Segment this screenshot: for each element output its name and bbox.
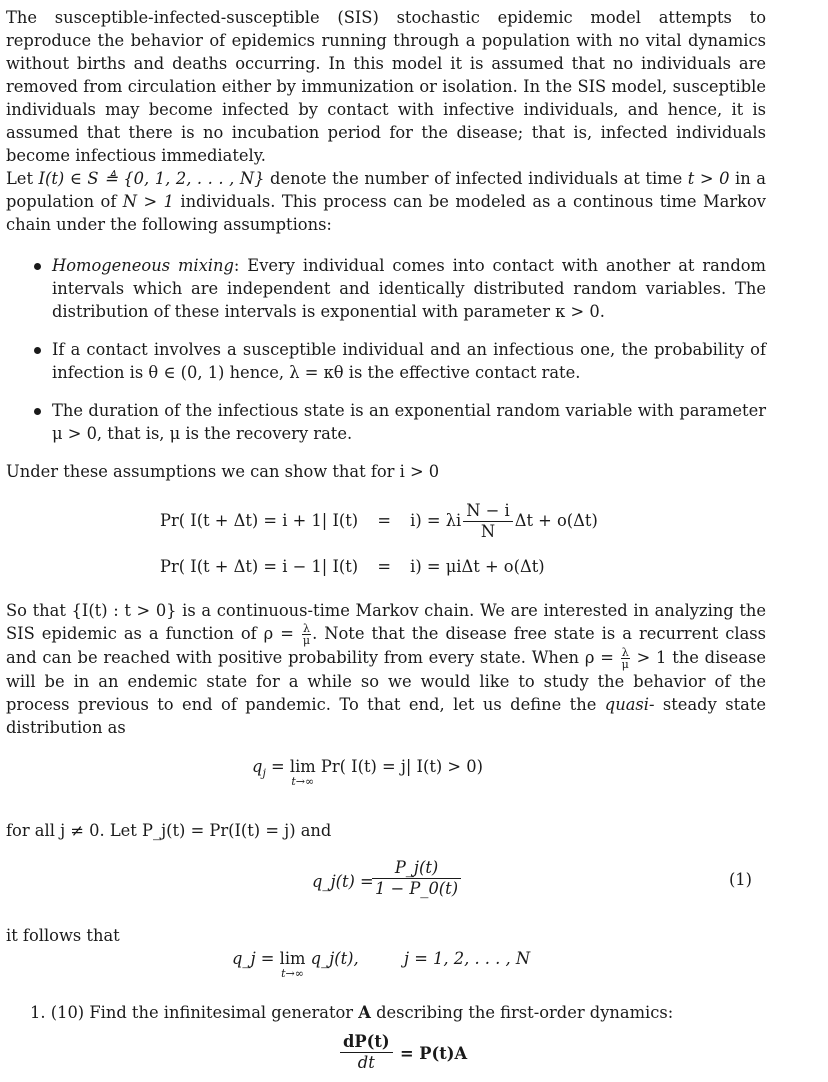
definition-paragraph bbox=[6, 167, 766, 236]
eq1-qj-lhs: q_j(t) = bbox=[312, 872, 374, 891]
eq1-fraction bbox=[463, 501, 512, 542]
assumption-lead: Homogeneous mixing bbox=[52, 256, 234, 275]
index-range: j = 1, 2, . . . , N bbox=[404, 949, 531, 968]
eq1-lhs: Pr( I(t + Δt) = i + 1| I(t) bbox=[160, 511, 359, 530]
eq1-tail: Δt + o(Δt) bbox=[514, 511, 598, 530]
text-fragment: individuals. This process can be modeled as a continous time Markov chain under the following assumptions: bbox=[6, 192, 766, 234]
question-number: 1. bbox=[30, 1003, 46, 1022]
eq1-qj-num: P_j(t) bbox=[372, 858, 461, 879]
lim-subscript: t→∞ bbox=[281, 967, 304, 980]
assumption-text: : Every individual comes into contact with another at random intervals which are independent and identically distributed random variables. The distribution of these intervals is exponential with parameter κ > 0. bbox=[52, 256, 766, 321]
text-fragment: denote the number of infected individuals at time bbox=[264, 169, 688, 188]
equals-sign: = bbox=[265, 757, 290, 776]
follows-text: it follows that bbox=[6, 926, 120, 945]
limit-eq-group bbox=[232, 949, 359, 980]
lim-subscript: t→∞ bbox=[291, 775, 315, 788]
eq2-equals: = bbox=[377, 557, 391, 576]
under-assumptions-text: Under these assumptions we can show that for i > 0 bbox=[6, 462, 440, 481]
rho-num: λ bbox=[302, 622, 310, 635]
qj-lhs: q_j = bbox=[232, 949, 280, 968]
qj-limit-rhs: q_j(t), bbox=[305, 949, 359, 968]
eq1-mid: i) = λi bbox=[410, 511, 462, 530]
document-page bbox=[6, 6, 766, 1082]
question-item bbox=[6, 1001, 766, 1024]
intro-paragraph: The susceptible-infected-susceptible (SIS) stochastic epidemic model attempts to reproduce the behavior of epidemics running through a population with no vital dynamics without births and deaths occurring. In this model it is assumed that no individuals are removed from circulation either by immunization or isolation. In the SIS model, susceptible individuals may become infected by contact with infective individuals, and hence, it is assumed that there is no incubation period for the disease; that is, infected individuals become infectious immediately. bbox=[6, 8, 766, 165]
math-state-space: I(t) ∈ S ≜ {0, 1, 2, . . . , N} bbox=[38, 169, 265, 188]
assumption-item bbox=[6, 338, 766, 384]
text-fragment: > 1 the disease will be in an endemic state for a while so we would like to study the behavior of the process previous to end of pandemic. To that end, let us define the bbox=[6, 648, 766, 714]
eq1-frac-den: N bbox=[480, 522, 496, 541]
quasi-rhs: Pr( I(t) = j| I(t) > 0) bbox=[315, 757, 483, 776]
rho-num: λ bbox=[621, 646, 629, 659]
transition-equations bbox=[6, 495, 766, 585]
text-fragment: So that {I(t) : t > 0} is a continuous-time Markov chain. We are interested in analyzing the SIS epidemic as a function of ρ = bbox=[6, 601, 766, 643]
dt-den: dt bbox=[357, 1053, 375, 1072]
generator-rhs: = P(t)A bbox=[400, 1044, 468, 1063]
eq1-qj-den: 1 − P_0(t) bbox=[375, 879, 459, 898]
math-time: t > 0 bbox=[687, 169, 730, 188]
eq1-qj-fraction bbox=[372, 858, 461, 899]
equation-1 bbox=[6, 858, 766, 910]
equation-birth bbox=[160, 501, 598, 542]
limit-operator bbox=[280, 949, 306, 980]
question-text: Find the infinitesimal generator bbox=[89, 1003, 359, 1022]
dp-dt-fraction bbox=[340, 1032, 393, 1073]
assumption-text: If a contact involves a susceptible individual and an infectious one, the probability of infection is θ ∈ (0, 1) hence, λ = κθ is the effective contact rate. bbox=[52, 340, 766, 382]
markov-chain-paragraph bbox=[6, 599, 766, 739]
generator-symbol: A bbox=[358, 1003, 371, 1022]
question-text: describing the first-order dynamics: bbox=[370, 1003, 674, 1022]
rho-fraction bbox=[302, 623, 311, 646]
question-points: (10) bbox=[50, 1003, 85, 1022]
rho-den: μ bbox=[302, 634, 311, 647]
assumptions-list bbox=[6, 254, 766, 445]
generator-equation bbox=[6, 1032, 766, 1082]
q-subscript: j bbox=[262, 766, 266, 780]
lim-text: lim bbox=[289, 757, 316, 776]
text-fragment: steady state distribution as bbox=[6, 695, 766, 737]
text-fragment: Let bbox=[6, 169, 39, 188]
dp-num: dP(t) bbox=[340, 1032, 393, 1053]
eq1-frac-num: N − i bbox=[463, 501, 512, 522]
quasi-italic: quasi- bbox=[604, 695, 655, 714]
limit-equation bbox=[6, 949, 766, 989]
rho-den: μ bbox=[621, 658, 629, 671]
lim-text: lim bbox=[279, 949, 306, 968]
eq1-equals: = bbox=[377, 511, 391, 530]
q-symbol: q bbox=[252, 757, 263, 776]
rho-fraction bbox=[621, 647, 630, 670]
limit-operator bbox=[290, 757, 316, 788]
text-fragment: . Note that the disease free state is a recurrent class and can be reached with positive probability from every state. When ρ = bbox=[6, 624, 766, 667]
math-population: N > 1 bbox=[122, 192, 174, 211]
assumption-item bbox=[6, 254, 766, 323]
eq2-rhs: i) = μiΔt + o(Δt) bbox=[410, 557, 545, 576]
for-all-text: for all j ≠ 0. Let P_j(t) = Pr(I(t) = j) and bbox=[6, 821, 332, 840]
quasi-steady-equation bbox=[6, 757, 766, 797]
assumption-item bbox=[6, 399, 766, 445]
text-fragment: in a population of bbox=[6, 169, 766, 211]
eq2-lhs: Pr( I(t + Δt) = i − 1| I(t) bbox=[160, 557, 359, 576]
assumption-text: The duration of the infectious state is an exponential random variable with parameter μ > 0, that is, μ is the recovery rate. bbox=[52, 401, 766, 443]
equation-number: (1) bbox=[728, 870, 752, 889]
equation-recovery bbox=[160, 557, 545, 576]
